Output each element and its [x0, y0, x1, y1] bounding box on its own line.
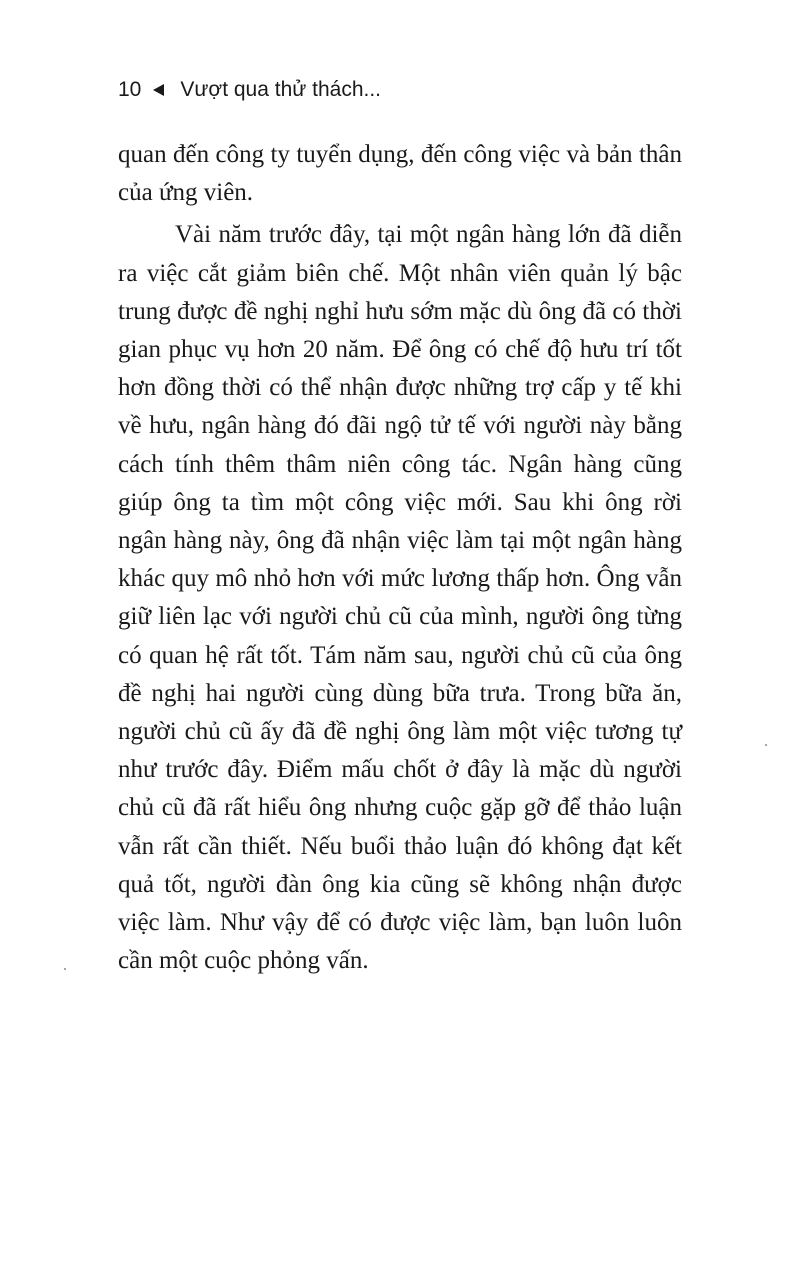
scan-speck	[64, 968, 66, 970]
scan-speck	[765, 744, 767, 746]
page-number: 10	[118, 78, 142, 101]
paragraph-bank-story: Vài năm trước đây, tại một ngân hàng lớn đã diễn ra việc cắt giảm biên chế. Một nhân viên quản lý bậc trung được đề nghị nghỉ hưu sớm mặc dù ông đã có thời gian phục vụ hơn 20 năm. Để ông có chế độ hưu trí tốt hơn đồng thời có thể nhận được những trợ cấp y tế khi về hưu, ngân hàng đó đãi ngộ tử tế với người này bằng cách tính thêm thâm niên công tác. Ngân hàng cũng giúp ông ta tìm một công việc mới. Sau khi ông rời ngân hàng này, ông đã nhận việc làm tại một ngân hàng khác quy mô nhỏ hơn với mức lương thấp hơn. Ông vẫn giữ liên lạc với người chủ cũ của mình, người ông từng có quan hệ rất tốt. Tám năm sau, người chủ cũ của ông đề nghị hai người cùng dùng bữa trưa. Trong bữa ăn, người chủ cũ ấy đã đề nghị ông làm một việc tương tự như trước đây. Điểm mấu chốt ở đây là mặc dù người chủ cũ đã rất hiểu ông nhưng cuộc gặp gỡ để thảo luận vẫn rất cần thiết. Nếu buổi thảo luận đó không đạt kết quả tốt, người đàn ông kia cũng sẽ không nhận được việc làm. Như vậy để có được việc làm, bạn luôn luôn cần một cuộc phỏng vấn.	[118, 221, 682, 975]
page-body	[118, 136, 682, 980]
paragraph-continuation: quan đến công ty tuyển dụng, đến công việc và bản thân của ứng viên.	[118, 141, 682, 207]
running-title: Vượt qua thử thách...	[180, 78, 382, 101]
running-header	[118, 74, 381, 106]
left-arrow-icon	[153, 84, 164, 96]
